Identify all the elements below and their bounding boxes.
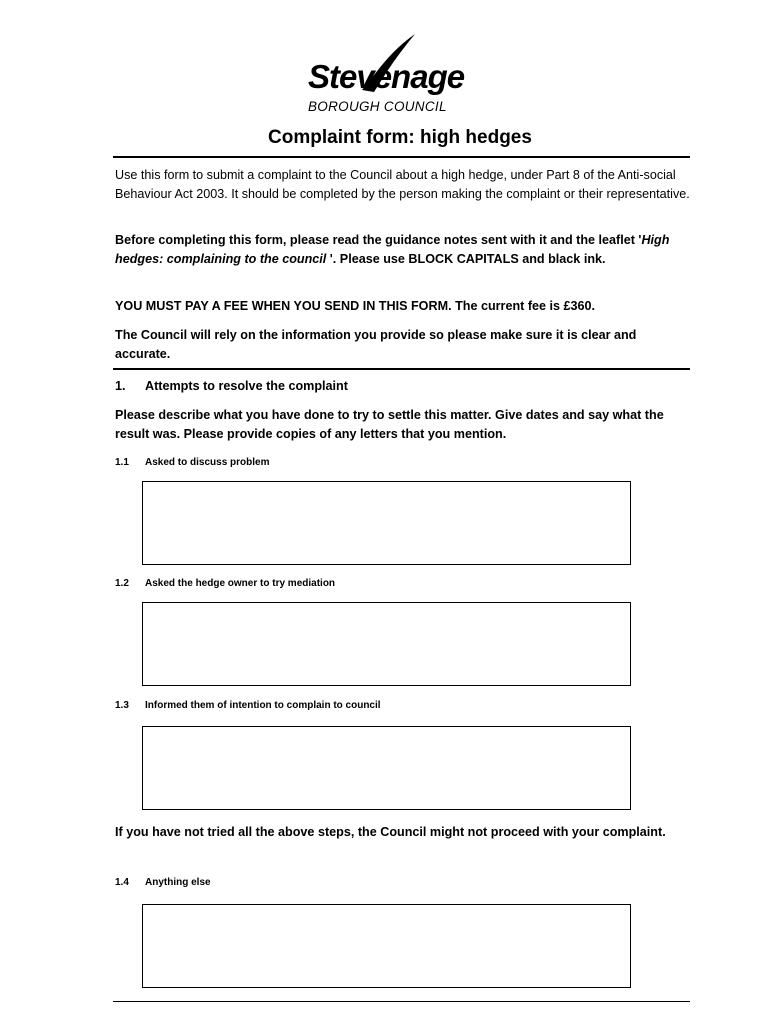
- intro-divider: [113, 368, 690, 370]
- guidance-text-start: Before completing this form, please read the guidance notes sent with it and the leaflet ': [115, 233, 642, 247]
- item-label: Anything else: [145, 877, 211, 888]
- item-number: 1.1: [115, 457, 129, 468]
- item-1-1-label: [115, 457, 269, 468]
- item-1-3-textbox[interactable]: [142, 726, 631, 810]
- footer-divider: [113, 1001, 690, 1002]
- title-divider: [113, 156, 690, 158]
- section-1-number: 1.: [115, 379, 126, 393]
- item-1-2-textbox[interactable]: [142, 602, 631, 686]
- logo-subtitle: BOROUGH COUNCIL: [308, 99, 447, 114]
- item-number: 1.2: [115, 578, 129, 589]
- fee-notice: YOU MUST PAY A FEE WHEN YOU SEND IN THIS FORM. The current fee is £360.: [115, 299, 596, 313]
- section-1-heading: [115, 379, 348, 393]
- guidance-text-end: '. Please use BLOCK CAPITALS and black ink.: [326, 251, 606, 266]
- item-label: Asked to discuss problem: [145, 457, 270, 468]
- page-title: Complaint form: high hedges: [268, 127, 532, 148]
- steps-warning: If you have not tried all the above steps, the Council might not proceed with your complaint.: [115, 825, 666, 839]
- item-1-1-textbox[interactable]: [142, 481, 631, 565]
- item-1-2-label: [115, 578, 335, 589]
- logo-wordmark: Stevenage: [308, 58, 465, 95]
- guidance-paragraph: [115, 231, 695, 268]
- item-1-4-textbox[interactable]: [142, 904, 631, 988]
- section-1-instruction: Please describe what you have done to try to settle this matter. Give dates and say what the result was. Please provide copies of any letters that you mention.: [115, 408, 664, 441]
- item-number: 1.3: [115, 700, 129, 711]
- item-1-4-label: [115, 877, 211, 888]
- leaflet-title: High hedges: complaining to the council: [115, 233, 670, 266]
- section-1-title: Attempts to resolve the complaint: [145, 379, 348, 393]
- intro-paragraph: Use this form to submit a complaint to the Council about a high hedge, under Part 8 of the Anti-social Behaviour Act 2003. It should be completed by the person making the complaint or their representative.: [115, 168, 690, 201]
- item-label: Asked the hedge owner to try mediation: [145, 578, 336, 589]
- accuracy-notice: The Council will rely on the information you provide so please make sure it is clear and accurate.: [115, 328, 637, 361]
- council-logo: [300, 30, 470, 120]
- item-1-3-label: [115, 700, 381, 711]
- item-number: 1.4: [115, 877, 129, 888]
- item-label: Informed them of intention to complain to council: [145, 700, 381, 711]
